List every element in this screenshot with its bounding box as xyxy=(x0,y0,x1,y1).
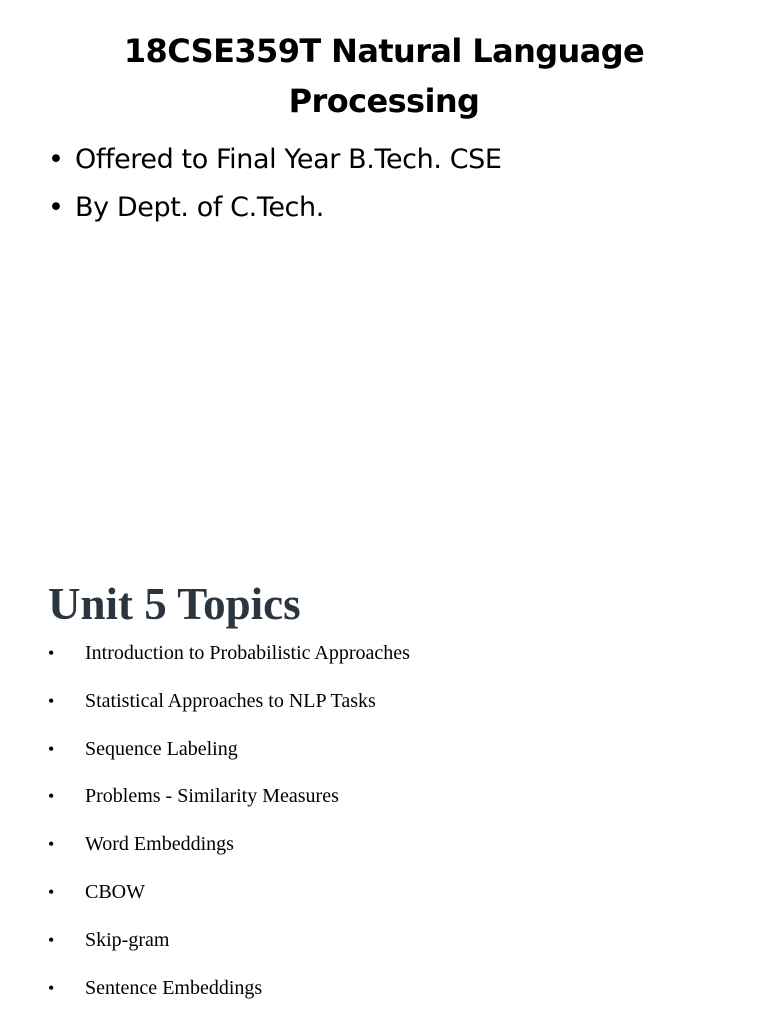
list-item xyxy=(48,927,410,975)
list-item xyxy=(48,879,410,927)
topic-text: Sequence Labeling xyxy=(85,737,238,760)
topic-text: Statistical Approaches to NLP Tasks xyxy=(85,689,376,712)
bullet-icon: • xyxy=(48,738,55,759)
course-info-list xyxy=(48,140,502,236)
topics-list xyxy=(48,640,410,1022)
course-title-line-1: 18CSE359T Natural Language xyxy=(123,32,645,70)
list-item xyxy=(48,688,410,736)
list-item xyxy=(48,783,410,831)
bullet-icon: • xyxy=(48,929,55,950)
topic-text: Word Embeddings xyxy=(85,833,234,856)
list-item xyxy=(48,640,410,688)
topic-text: Skip-gram xyxy=(85,928,170,951)
list-item xyxy=(48,140,502,188)
bullet-icon: • xyxy=(48,786,55,807)
bullet-icon: • xyxy=(48,144,64,175)
list-item xyxy=(48,831,410,879)
bullet-icon: • xyxy=(48,643,55,663)
list-item xyxy=(48,188,502,236)
list-item xyxy=(48,736,410,784)
unit-topics-slide xyxy=(0,560,768,1024)
list-item-text: Offered to Final Year B.Tech. CSE xyxy=(75,144,502,175)
bullet-icon: • xyxy=(48,881,55,902)
bullet-icon: • xyxy=(48,690,55,711)
bullet-icon: • xyxy=(48,834,55,855)
bullet-icon: • xyxy=(48,192,64,223)
course-title xyxy=(0,26,768,126)
unit-title: Unit 5 Topics xyxy=(48,579,301,629)
course-title-line-2: Processing xyxy=(288,82,480,120)
list-item-text: By Dept. of C.Tech. xyxy=(75,192,324,223)
topic-text: Sentence Embeddings xyxy=(85,976,263,999)
topic-text: CBOW xyxy=(85,880,145,903)
topic-text: Problems - Similarity Measures xyxy=(85,785,339,808)
list-item xyxy=(48,975,410,1023)
topic-text: Introduction to Probabilistic Approaches xyxy=(85,642,410,664)
bullet-icon: • xyxy=(48,977,55,998)
